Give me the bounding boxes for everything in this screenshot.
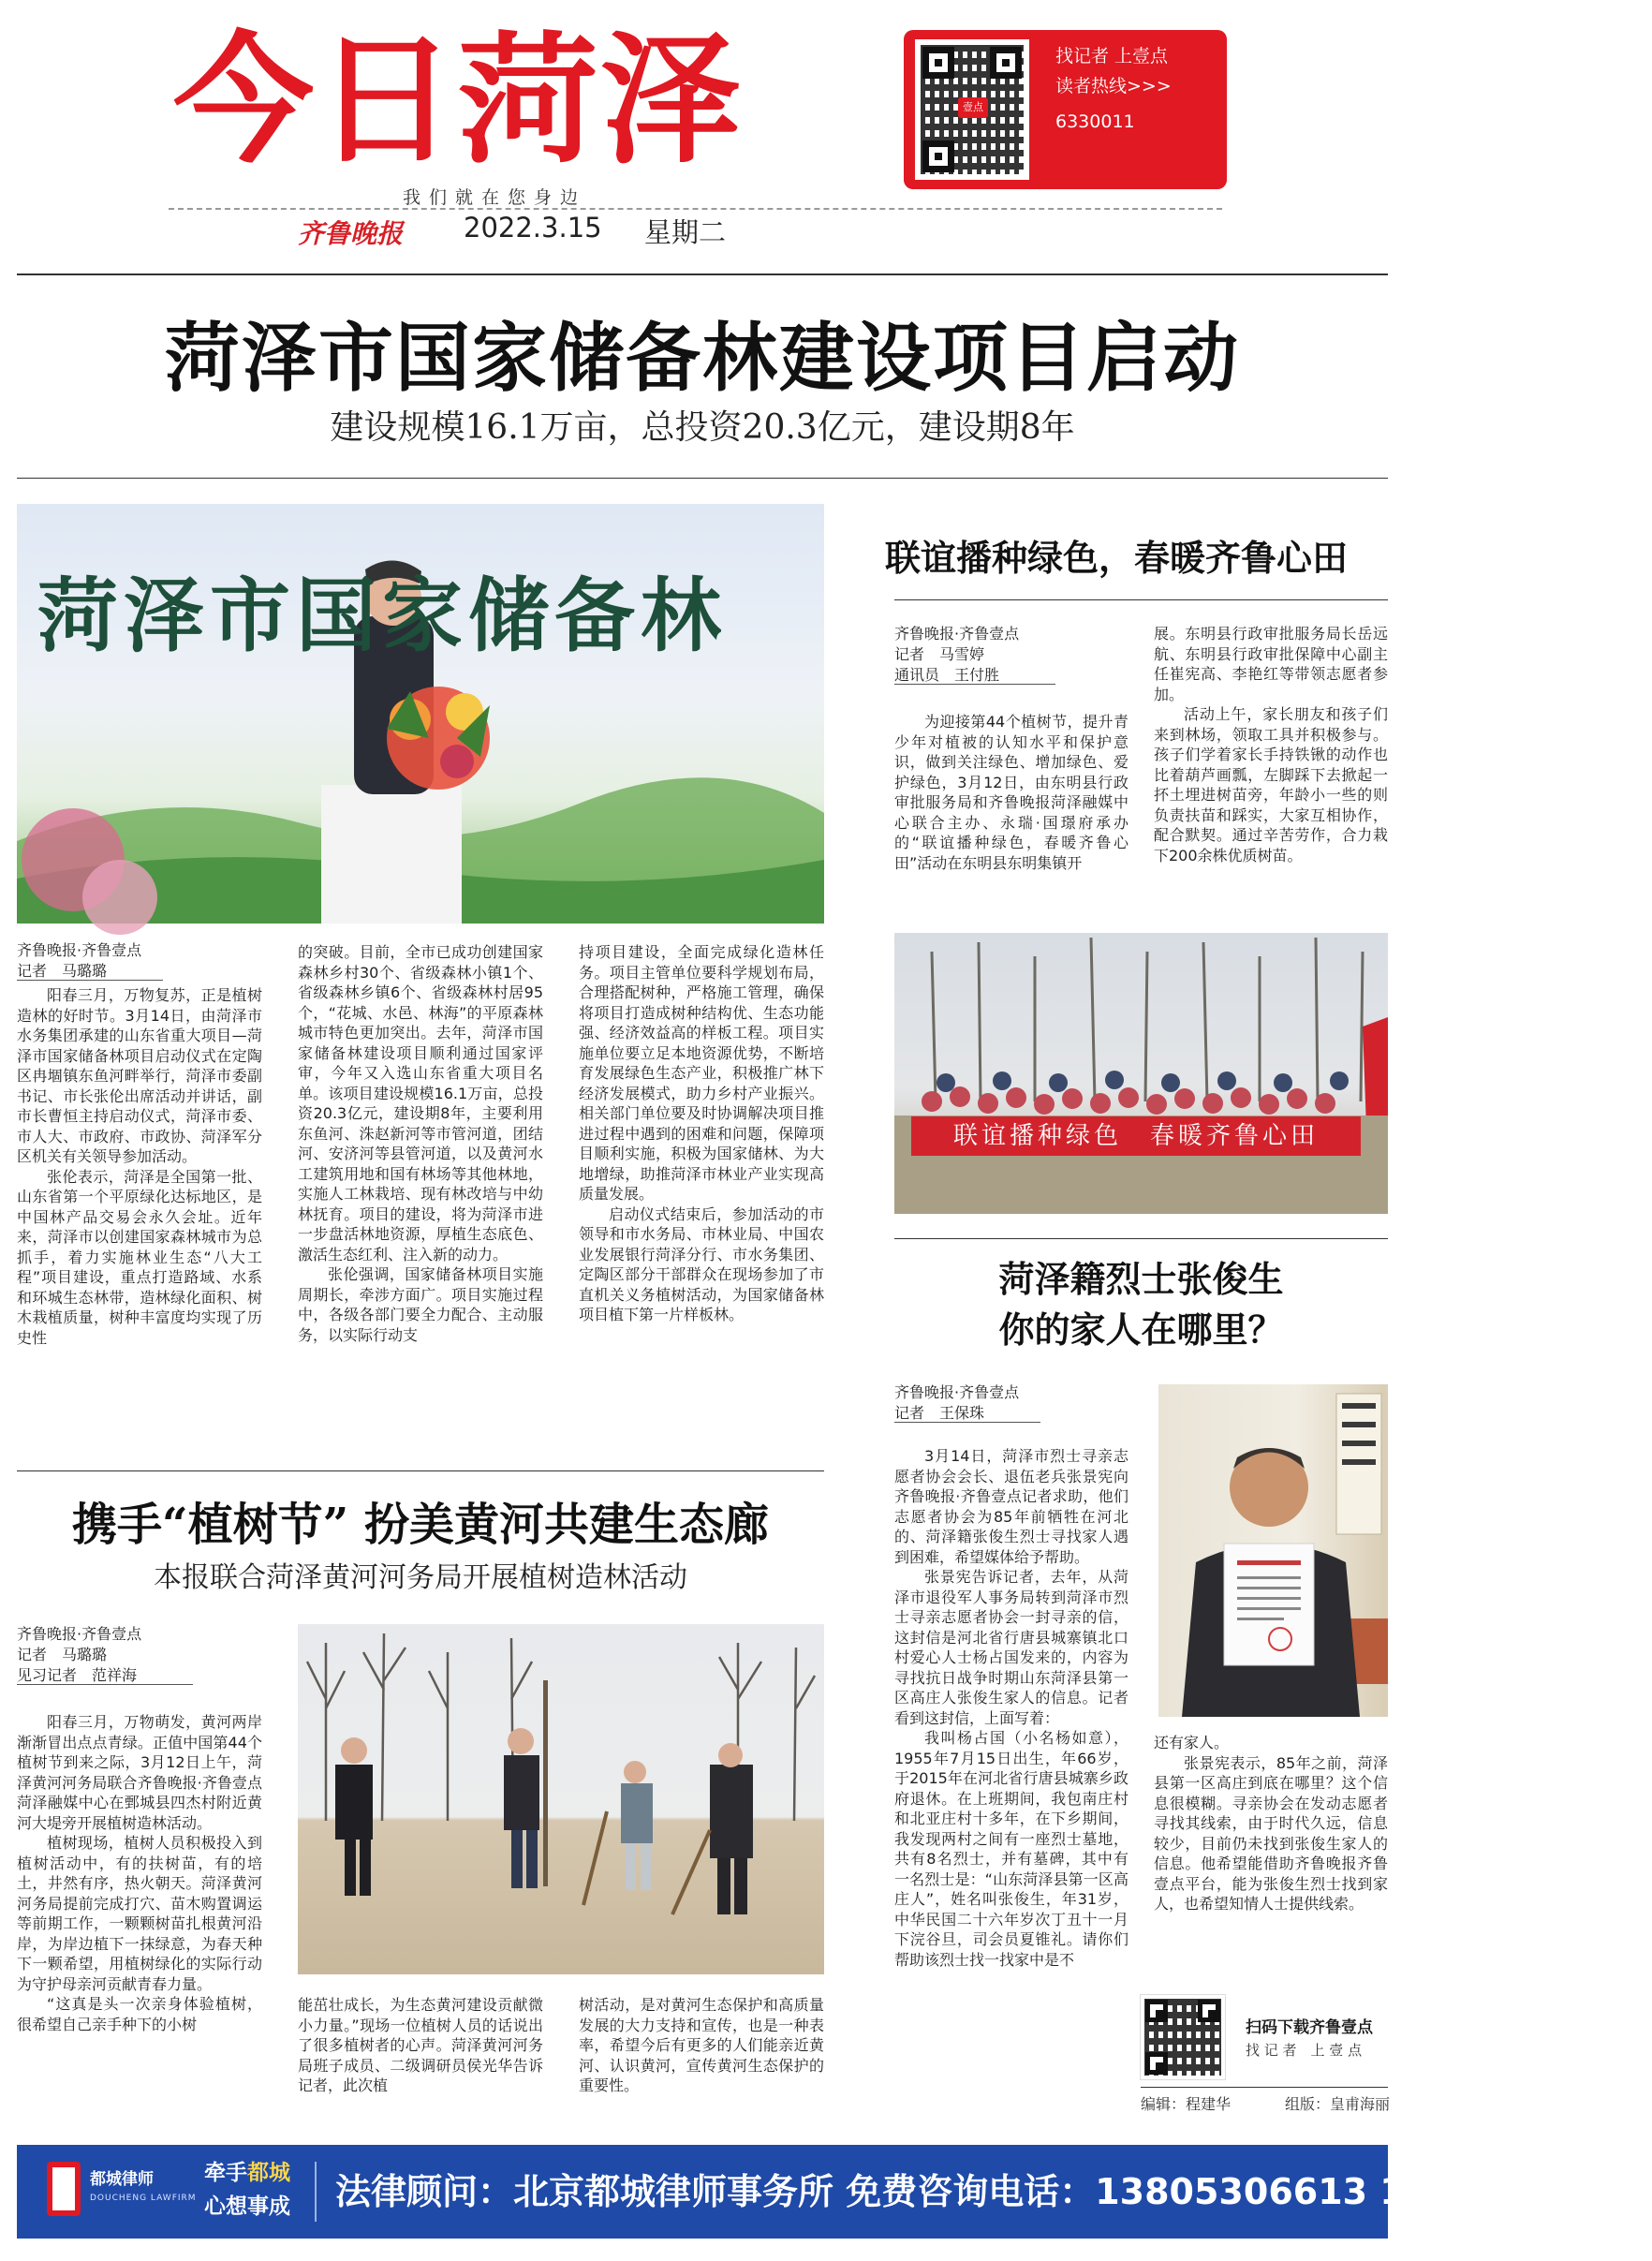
yellow-river-trainee: 见习记者 范祥海 bbox=[17, 1666, 193, 1685]
paragraph: 张伦表示，菏泽是全国第一批、山东省第一个平原绿化达标地区，是中国林产品交易会永久会址。近年来，菏泽市以创建国家森林城市为总抓手，着力实施林业生态“八大工程”项目建设，重点打造路域、水系和环城生态林带，造林绿化面积、树木栽植质量，树种丰富度均实现了历史性 bbox=[17, 1167, 262, 1347]
friendship-byline bbox=[894, 624, 1138, 686]
law-firm-banner bbox=[17, 2145, 1652, 2239]
lead-column-2 bbox=[298, 942, 543, 1426]
lead-subhead: 建设规模16.1万亩，总投资20.3亿元，建设期8年 bbox=[330, 408, 1075, 447]
paragraph: 张景宪表示，85年之前，菏泽县第一区高庄到底在哪里？这个信息很模糊。寻亲协会在发动志愿者寻找其线索，由于时代久远，信息较少，目前仍未找到张俊生家人的信息。他希望能借助齐鲁晚报齐鲁壹点平台，能为张俊生烈士找到家人，也希望知情人士提供线索。 bbox=[1154, 1753, 1388, 1913]
friendship-column-2 bbox=[1154, 624, 1388, 910]
lead-rule bbox=[17, 478, 1388, 479]
hotline-number: 6330011 bbox=[1055, 111, 1135, 132]
paragraph: 为迎接第44个植树节，提升青少年对植被的认知水平和保护意识，做到关注绿色、增加绿色、爱护绿色，3月12日，由东明县行政审批服务局和齐鲁晚报菏泽融媒中心联合主办、永瑞·国璟府承办的“联谊播种绿色，春暖齐鲁心田”活动在东明县东明集镇开 bbox=[894, 713, 1128, 872]
lead-headline: 菏泽市国家储备林建设项目启动 bbox=[165, 314, 1240, 402]
paragraph: 还有家人。 bbox=[1154, 1734, 1230, 1751]
slogan-part-b: 都城 bbox=[247, 2160, 290, 2185]
masthead-title: 今日菏泽 bbox=[173, 20, 744, 183]
yellow-river-photo bbox=[298, 1624, 824, 1974]
friendship-photo bbox=[894, 933, 1388, 1214]
paper-logo: 齐鲁晚报 bbox=[298, 218, 404, 249]
layout-credit: 组版：皇甫海丽 bbox=[1285, 2095, 1391, 2113]
martyr-photo bbox=[1158, 1384, 1388, 1717]
paragraph: 阳春三月，万物复苏，正是植树造林的好时节。3月14日，由菏泽市水务集团承建的山东省重大项目—菏泽市国家储备林项目启动仪式在定陶区冉堌镇东鱼河畔举行，菏泽市委副书记、市长张伦出席活动并讲话，副市长曹恒主持启动仪式，菏泽市委、市人大、市政府、市政协、菏泽军分区机关有关领导参加活动。 bbox=[17, 986, 262, 1165]
law-firm-logo-text: 都城律师 bbox=[90, 2170, 154, 2189]
yellow-river-title: 携手“植树节” 扮美黄河共建生态廊 bbox=[72, 1499, 769, 1551]
slogan-part-a: 牵手 bbox=[204, 2160, 247, 2185]
paragraph: 张景宪告诉记者，去年，从菏泽市退役军人事务局转到菏泽市烈士寻亲志愿者协会一封寻亲的信，这封信是河北省行唐县城寨镇北口村爱心人士杨占国发来的，内容为寻找抗日战争时期山东菏泽县第一区高庄人张俊生家人的信息。记者看到这封信，上面写着： bbox=[894, 1568, 1128, 1727]
friendship-column-1 bbox=[894, 712, 1128, 910]
paragraph: 张伦强调，国家储备林项目实施周期长，牵涉方面广。项目实施过程中，各级各部门要全力配合、主动服务，以实际行动支 bbox=[298, 1265, 543, 1344]
banner-slogan bbox=[204, 2156, 317, 2224]
friendship-photo-banner: 联谊播种绿色 春暖齐鲁心田 bbox=[911, 1116, 1361, 1156]
friendship-source: 齐鲁晚报·齐鲁壹点 bbox=[894, 625, 1020, 643]
martyr-title-line-2: 你的家人在哪里？ bbox=[998, 1308, 1284, 1351]
yellow-river-subhead: 本报联合菏泽黄河河务局开展植树造林活动 bbox=[154, 1561, 687, 1594]
qilu-yidian-qr-icon[interactable] bbox=[1141, 1995, 1225, 2079]
law-firm-logo-icon bbox=[47, 2162, 81, 2216]
editor-credit: 编辑：程建华 bbox=[1141, 2095, 1232, 2113]
law-firm-logo-sub: DOUCHENG LAWFIRM bbox=[90, 2194, 197, 2203]
lead-column-3 bbox=[579, 942, 824, 1426]
paragraph: 持项目建设，全面完成绿化造林任务。项目主管单位要科学规划布局，合理搭配树种，严格施工管理，确保将项目打造成树种结构优、生态功能强、经济效益高的样板工程。项目实施单位要立足本地资源优势，不断培育发展绿色生态产业，积极推广林下经济发展模式，助力乡村产业振兴。相关部门单位要及时协调解决项目推进过程中遇到的困难和问题，保障项目顺利实施，积极为国家储林、为大地增绿，助推菏泽市林业产业实现高质量发展。 bbox=[579, 943, 824, 1203]
paragraph: 能茁壮成长，为生态黄河建设贡献微小力量。”现场一位植树人员的话说出了很多植树者的心声。菏泽黄河河务局班子成员、二级调研员侯光华告诉记者，此次植 bbox=[298, 1996, 543, 2094]
paragraph: 植树现场，植树人员积极投入到植树活动中，有的扶树苗，有的培土，井然有序，热火朝天。菏泽黄河河务局提前完成打穴、苗木购置调运等前期工作，一颗颗树苗扎根黄河沿岸，为岸边植下一抹绿意，为春天种下一颗希望，用植树绿化的实际行动为守护母亲河贡献青春力量。 bbox=[17, 1834, 262, 1993]
qr-download-title: 扫码下载齐鲁壹点 bbox=[1246, 2018, 1373, 2037]
issue-weekday: 星期二 bbox=[644, 216, 727, 248]
martyr-title-line-1: 菏泽籍烈士张俊生 bbox=[998, 1258, 1284, 1300]
friendship-correspondent: 通讯员 王付胜 bbox=[894, 666, 1055, 685]
masthead-slogan: 我们就在您身边 bbox=[403, 187, 587, 208]
qr-download-sub: 找 记 者 上 壹 点 bbox=[1246, 2042, 1363, 2059]
issue-date: 2022.3.15 bbox=[464, 212, 602, 244]
paragraph: 活动上午，家长朋友和孩子们来到林场，领取工具并积极参与。孩子们学着家长手持铁锹的动作也比着葫芦画瓢，左脚踩下去掀起一抔土埋进树苗旁，年龄小一些的则负责扶苗和踩实，大家互相协作，配合默契。通过辛苦劳作，合力栽下200余株优质树苗。 bbox=[1154, 705, 1388, 864]
paragraph: 的突破。目前，全市已成功创建国家森林乡村30个、省级森林小镇1个、省级森林乡镇6个、省级森林村居95个，“花城、水邑、林海”的平原森林城市特色更加突出。去年，菏泽市国家储备林建设项目顺利通过国家评审，今年又入选山东省重大项目名单。该项目建设规模16.1万亩，总投资20.3亿元，建设期8年，主要利用东鱼河、洙赵新河等市管河道，团结河、安济河等县管河道，以及黄河水工建筑用地和国有林场等其他林地，实施人工林栽培、现有林改培与中幼林抚育。项目的建设，将为菏泽市进一步盘活林地资源，厚植生态底色、激活生态红利、注入新的动力。 bbox=[298, 943, 543, 1264]
lead-reporter: 记者 马璐璐 bbox=[17, 962, 163, 981]
lead-column-1 bbox=[17, 985, 262, 1426]
editors-rule bbox=[1141, 2087, 1388, 2088]
qr-code-icon bbox=[915, 39, 1029, 180]
martyr-column-2 bbox=[1154, 1733, 1388, 1976]
martyr-reporter: 记者 王保珠 bbox=[894, 1404, 1040, 1423]
banner-main-text: 法律顾问：北京都城律师事务所 免费咨询电话：13805306613 13801106613 bbox=[335, 2171, 1652, 2212]
paragraph: 启动仪式结束后，参加活动的市领导和市水务局、市林业局、中国农业发展银行菏泽分行、市水务集团、定陶区部分干部群众在现场参加了市直机关义务植树活动，为国家储备林项目植下第一片样板林。 bbox=[579, 1204, 824, 1323]
paragraph: “这真是头一次亲身体验植树，很希望自己亲手种下的小树 bbox=[17, 1995, 262, 2033]
paragraph: 树活动，是对黄河生态保护和高质量发展的大力支持和宣传，也是一种表率，希望今后有更多的人们能亲近黄河、认识黄河，宣传黄河生态保护的重要性。 bbox=[579, 1996, 824, 2094]
yellow-river-column-1 bbox=[17, 1712, 262, 2106]
friendship-rule bbox=[894, 599, 1388, 600]
lead-photo bbox=[17, 504, 824, 924]
yellow-river-column-3 bbox=[579, 1995, 824, 2106]
paragraph: 我叫杨占国（小名杨如意），1955年7月15日出生，年66岁，于2015年在河北省行唐县城寨乡政府退休。在上班期间，我包南庄村和北亚庄村十多年，在下乡期间，我发现两村之间有一座烈士墓地，共有8名烈士，并有墓碑，其中有一名烈士是：“山东菏泽县第一区高庄人”，姓名叫张俊生，年31岁，中华民国二十六年岁次丁丑十一月下浣谷旦，司会员夏锥礼。请你们帮助该烈士找一找家中是不 bbox=[894, 1729, 1128, 1969]
lead-source: 齐鲁晚报·齐鲁壹点 bbox=[17, 941, 142, 959]
paragraph: 展。东明县行政审批服务局长岳远航、东明县行政审批保障中心副主任崔宪高、李艳红等带领志愿者参加。 bbox=[1154, 625, 1388, 703]
masthead-contact-box bbox=[904, 30, 1227, 189]
yellow-river-column-2 bbox=[298, 1995, 543, 2106]
yellow-river-source: 齐鲁晚报·齐鲁壹点 bbox=[17, 1625, 142, 1643]
friendship-reporter: 记者 马雪婷 bbox=[894, 645, 985, 663]
photo-banner-text: 菏泽市国家储备林 bbox=[37, 569, 727, 663]
qr-logo-label: 壹点 bbox=[958, 97, 988, 118]
paragraph: 阳春三月，万物萌发，黄河两岸渐渐冒出点点青绿。正值中国第44个植树节到来之际，3月12日上午，菏泽黄河河务局联合齐鲁晚报·齐鲁壹点菏泽融媒中心在鄄城县四杰村附近黄河大堤旁开展植树造林活动。 bbox=[17, 1713, 262, 1832]
martyr-source: 齐鲁晚报·齐鲁壹点 bbox=[894, 1383, 1020, 1401]
yellow-river-byline bbox=[17, 1624, 262, 1686]
yellow-river-reporter: 记者 马璐璐 bbox=[17, 1646, 108, 1663]
lead-byline bbox=[17, 940, 288, 982]
martyr-column-1 bbox=[894, 1446, 1128, 2113]
masthead-divider bbox=[169, 208, 1222, 210]
masthead-rule bbox=[17, 273, 1388, 275]
contact-line-1: 找记者 上壹点 bbox=[1055, 46, 1169, 66]
paragraph: 3月14日，菏泽市烈士寻亲志愿者协会会长、退伍老兵张景宪向齐鲁晚报·齐鲁壹点记者求助，他们志愿者协会为85年前牺牲在河北的、菏泽籍张俊生烈士寻找家人遇到困难，希望媒体给予帮助。 bbox=[894, 1447, 1128, 1566]
slogan-line-2: 心想事成 bbox=[204, 2194, 290, 2219]
contact-line-2: 读者热线>>> bbox=[1055, 76, 1172, 96]
yellow-river-rule-top bbox=[17, 1470, 824, 1471]
friendship-title: 联谊播种绿色，春暖齐鲁心田 bbox=[885, 537, 1349, 579]
martyr-byline bbox=[894, 1382, 1138, 1424]
martyr-rule-top bbox=[894, 1238, 1388, 1239]
banner-divider bbox=[315, 2162, 317, 2222]
